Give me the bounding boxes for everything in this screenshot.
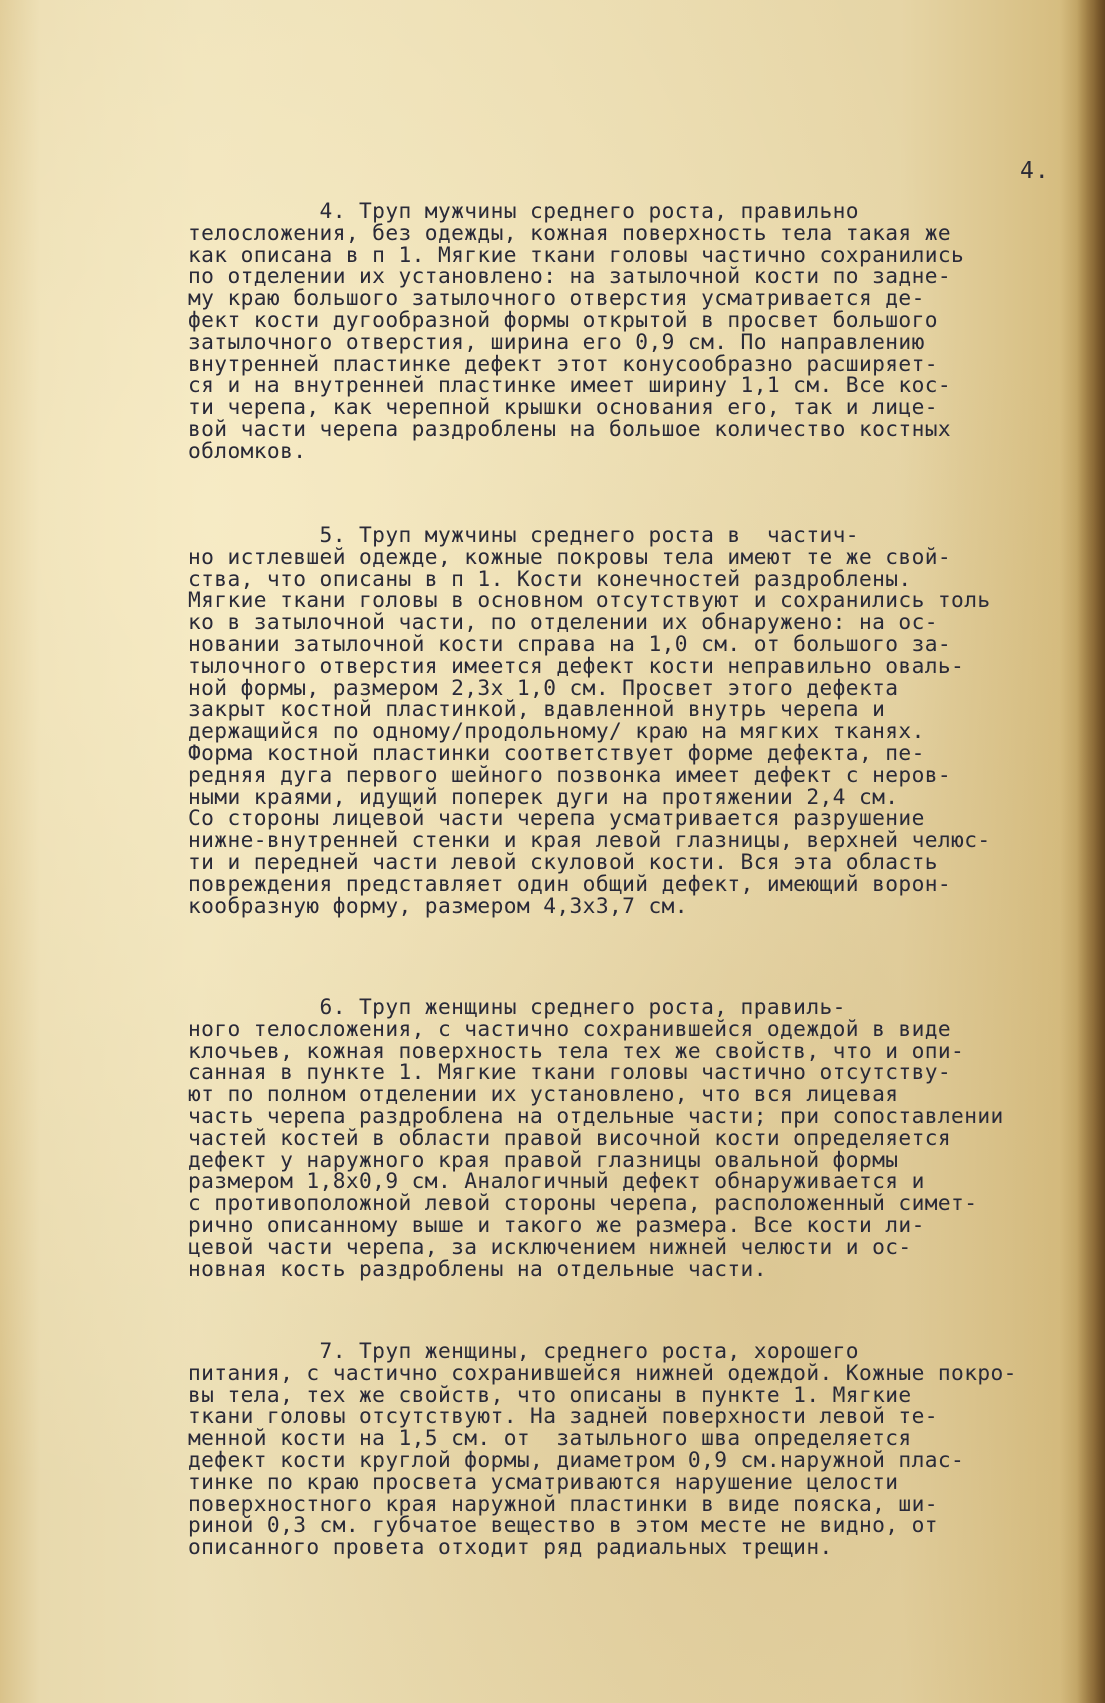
text-line: ными краями, идущий поперек дуги на протяжении 2,4 см. <box>188 783 899 809</box>
text-line: 6. Труп женщины среднего роста, правиль- <box>188 994 846 1019</box>
text-line: кообразную форму, размером 4,3х3,7 см. <box>188 892 688 918</box>
text-line: повреждения представляет один общий дефект, имеющий ворон- <box>188 870 952 896</box>
text-line: с противоположной левой стороны черепа, расположенный симет- <box>188 1190 978 1216</box>
text-line: Форма костной пластинки соответствует форме дефекта, пе- <box>188 739 925 765</box>
text-line: тылочного отверстия имеется дефект кости неправильно оваль- <box>188 652 965 678</box>
text-line: риной 0,3 см. губчатое вещество в этом месте не видно, от <box>188 1512 938 1538</box>
text-line: 7. Труп женщины, среднего роста, хорошего <box>188 1338 859 1363</box>
text-line: Со стороны лицевой части черепа усматривается разрушение <box>188 805 925 831</box>
text-line: размером 1,8х0,9 см. Аналогичный дефект обнаруживается и <box>188 1168 925 1194</box>
text-line: нижне-внутренней стенки и края левой глазницы, верхней челюс- <box>188 827 991 853</box>
text-line: поверхностного края наружной пластинки в виде пояска, ши- <box>188 1490 938 1516</box>
text-line: закрыт костной пластинкой, вдавленной внутрь черепа и <box>188 696 886 722</box>
text-line: ся и на внутренней пластинке имеет ширину 1,1 см. Все кос- <box>188 372 952 398</box>
paragraph-5 <box>188 524 1088 916</box>
text-line: ного телосложения, с частично сохранившейся одеждой в виде <box>188 1015 952 1041</box>
text-line: фект кости дугообразной формы открытой в просвет большого <box>188 306 938 332</box>
text-line: ти черепа, как черепной крышки основания его, так и лице- <box>188 394 938 420</box>
text-line: рично описанному выше и такого же размера. Все кости ли- <box>188 1211 925 1237</box>
text-line: ной формы, размером 2,3х 1,0 см. Просвет этого дефекта <box>188 674 899 700</box>
text-line: клочьев, кожная поверхность тела тех же свойств, что и опи- <box>188 1037 965 1063</box>
text-line: редняя дуга первого шейного позвонка имеет дефект с неров- <box>188 761 952 787</box>
text-line: питания, с частично сохранившейся нижней одеждой. Кожные покро- <box>188 1359 1017 1385</box>
text-line: новании затылочной кости справа на 1,0 см. от большого за- <box>188 630 952 656</box>
text-line: цевой части черепа, за исключением нижней челюсти и ос- <box>188 1233 912 1259</box>
text-line: описанного провета отходит ряд радиальных трещин. <box>188 1534 833 1560</box>
text-line: вой части черепа раздроблены на большое количество костных <box>188 415 952 441</box>
text-line: обломков. <box>188 437 307 463</box>
text-line: по отделении их установлено: на затылочной кости по задне- <box>188 263 952 289</box>
paragraph-7 <box>188 1340 1088 1558</box>
text-line: му краю большого затылочного отверстия усматривается де- <box>188 285 925 311</box>
text-line: Мягкие ткани головы в основном отсутствуют и сохранились толь <box>188 587 991 613</box>
page-number: 4. <box>1020 158 1050 184</box>
text-line: вы тела, тех же свойств, что описаны в пункте 1. Мягкие <box>188 1381 912 1407</box>
text-line: санная в пункте 1. Мягкие ткани головы частично отсутству- <box>188 1059 952 1085</box>
text-line: телосложения, без одежды, кожная поверхность тела такая же <box>188 219 952 245</box>
text-line: ткани головы отсутствуют. На задней поверхности левой те- <box>188 1403 938 1429</box>
text-line: держащийся по одному/продольному/ краю на мягких тканях. <box>188 718 925 744</box>
text-line: ти и передней части левой скуловой кости. Вся эта область <box>188 848 938 874</box>
paragraph-6 <box>188 996 1088 1279</box>
text-line: дефект кости круглой формы, диаметром 0,9 см.наружной плас- <box>188 1446 965 1472</box>
text-line: ства, что описаны в п 1. Кости конечностей раздроблены. <box>188 565 912 591</box>
text-line: как описана в п 1. Мягкие ткани головы частично сохранились <box>188 241 965 267</box>
text-line: ют по полном отделении их установлено, что вся лицевая <box>188 1081 899 1107</box>
text-line: менной кости на 1,5 см. от затыльного шва определяется <box>188 1425 912 1451</box>
text-line: частей костей в области правой височной кости определяется <box>188 1124 952 1150</box>
text-line: 5. Труп мужчины среднего роста в частич- <box>188 522 859 547</box>
text-line: дефект у наружного края правой глазницы овальной формы <box>188 1146 899 1172</box>
text-line: тинке по краю просвета усматриваются нарушение целости <box>188 1468 899 1494</box>
text-line: новная кость раздроблены на отдельные части. <box>188 1255 767 1281</box>
text-line: затылочного отверстия, ширина его 0,9 см. По направлению <box>188 328 925 354</box>
text-line: часть черепа раздроблена на отдельные части; при сопоставлении <box>188 1102 1004 1128</box>
text-line: ко в затылочной части, по отделении их обнаружено: на ос- <box>188 609 938 635</box>
text-line: но истлевшей одежде, кожные покровы тела имеют те же свой- <box>188 543 952 569</box>
text-line: 4. Труп мужчины среднего роста, правильно <box>188 198 859 223</box>
text-line: внутренней пластинке дефект этот конусообразно расширяет- <box>188 350 938 376</box>
paragraph-4 <box>188 200 1088 462</box>
